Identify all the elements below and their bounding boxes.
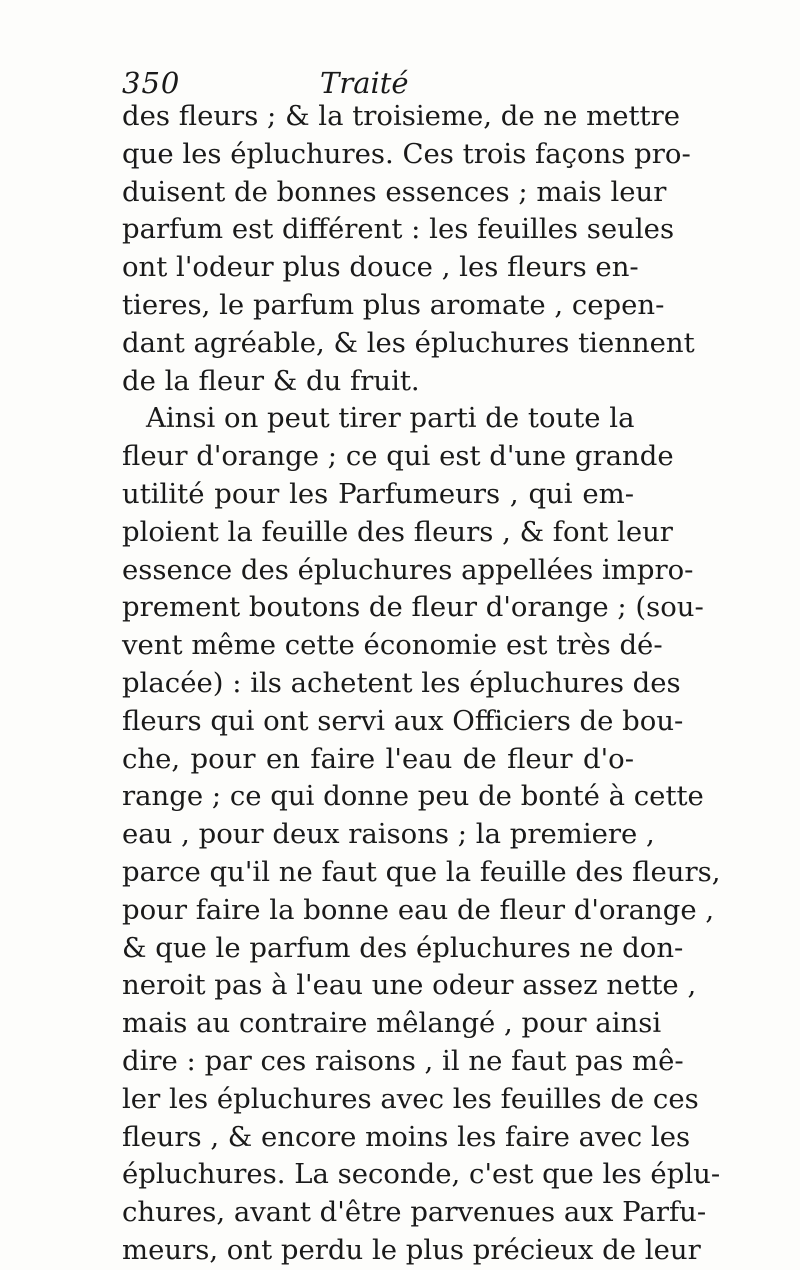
paragraph-first-line: Ainsi on peut tirer parti de toute la (146, 402, 635, 435)
text-line: meurs, ont perdu le plus précieux de leur (122, 1233, 701, 1266)
text-line: essence des épluchures appellées impro- (122, 553, 694, 586)
text-line: neroit pas à l'eau une odeur assez nette , (122, 969, 697, 1002)
running-head: Traité (320, 66, 409, 100)
body-text (122, 98, 721, 1270)
text-line: fleur d'orange ; ce qui est d'une grande (122, 440, 674, 473)
text-line: & que le parfum des épluchures ne don- (122, 931, 684, 964)
text-line: prement boutons de fleur d'orange ; (sou- (122, 591, 704, 624)
text-line: vent même cette économie est très dé- (122, 629, 663, 662)
text-line: ploient la feuille des fleurs , & font leur (122, 515, 673, 548)
text-line: range ; ce qui donne peu de bonté à cette (122, 780, 704, 813)
text-line: pour faire la bonne eau de fleur d'orange , (122, 893, 715, 926)
page-number: 350 (122, 66, 181, 100)
text-line: che, pour en faire l'eau de fleur d'o- (122, 742, 634, 775)
text-line: duisent de bonnes essences ; mais leur (122, 175, 667, 208)
text-line: mais au contraire mêlangé , pour ainsi (122, 1007, 662, 1040)
text-line: épluchures. La seconde, c'est que les éplu- (122, 1158, 721, 1191)
text-line: de la fleur & du fruit. (122, 364, 420, 397)
text-line: chures, avant d'être parvenues aux Parfu- (122, 1196, 707, 1229)
text-line: parce qu'il ne faut que la feuille des fleurs, (122, 855, 721, 888)
text-line: utilité pour les Parfumeurs , qui em- (122, 477, 634, 510)
text-line: ont l'odeur plus douce , les fleurs en- (122, 251, 639, 284)
text-line: fleurs qui ont servi aux Officiers de bou- (122, 704, 684, 737)
text-line: dant agréable, & les épluchures tiennent (122, 326, 695, 359)
text-line: que les épluchures. Ces trois façons pro- (122, 137, 691, 170)
text-line: ler les épluchures avec les feuilles de ces (122, 1082, 699, 1115)
text-line: tieres, le parfum plus aromate , cepen- (122, 288, 665, 321)
text-line: parfum est différent : les feuilles seules (122, 213, 675, 246)
text-line: placée) : ils achetent les épluchures des (122, 666, 681, 699)
text-line: des fleurs ; & la troisieme, de ne mettre (122, 100, 681, 132)
text-line: eau , pour deux raisons ; la premiere , (122, 818, 655, 851)
text-line: fleurs , & encore moins les faire avec les (122, 1120, 691, 1153)
text-line: dire : par ces raisons , il ne faut pas mê- (122, 1044, 684, 1077)
